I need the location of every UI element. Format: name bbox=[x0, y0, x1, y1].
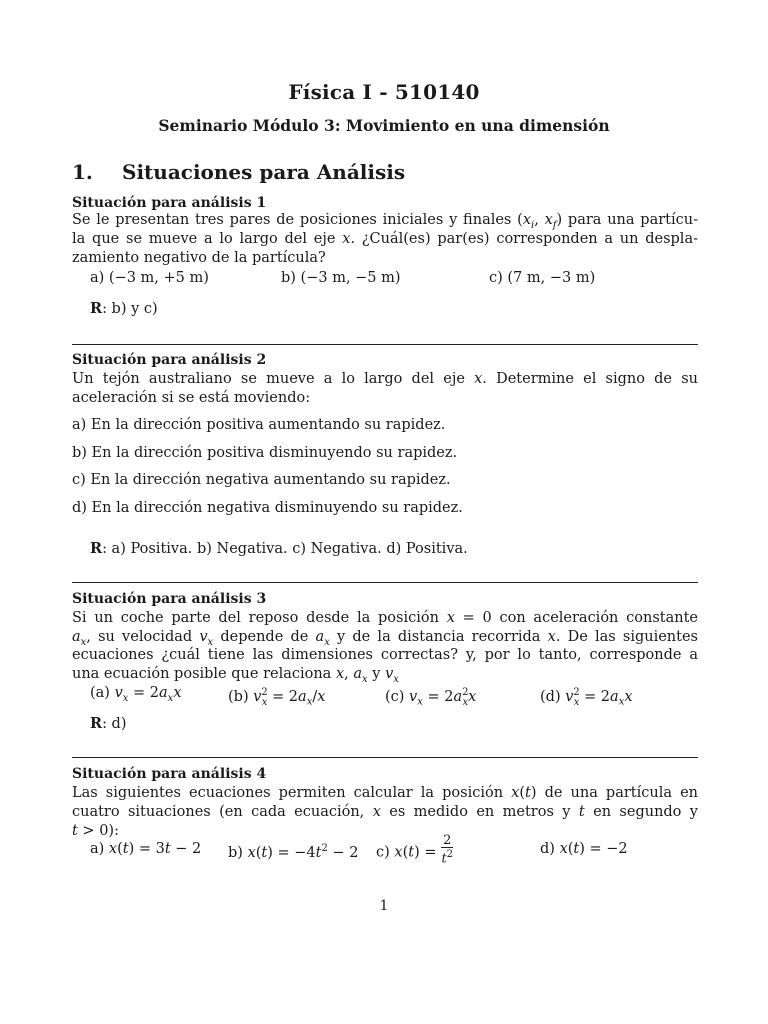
situation-1-option-b: b) (−3 m, −5 m) bbox=[281, 270, 401, 286]
document-subtitle: Seminario Módulo 3: Movimiento en una dimensión bbox=[158, 116, 610, 135]
situation-4-line-1: Las siguientes ecuaciones permiten calcular la posición x(t) de una partícula en bbox=[72, 785, 699, 801]
divider bbox=[72, 582, 698, 583]
page-number: 1 bbox=[379, 898, 389, 914]
situation-2-option-b: b) En la dirección positiva disminuyendo su rapidez. bbox=[72, 445, 458, 461]
section-number: 1. bbox=[72, 160, 93, 184]
situation-2-title: Situación para análisis 2 bbox=[72, 352, 267, 368]
situation-4-option-a: a) x(t) = 3t − 2 bbox=[90, 841, 202, 857]
situation-1-line-2: la que se mueve a lo largo del eje x. ¿Cuál(es) par(es) corresponden a un despla- bbox=[72, 231, 698, 247]
situation-3-option-d: (d) $v^2_x = 2a_xx$ bbox=[540, 687, 633, 708]
situation-3-line-2: $a_x$, su velocidad $v_x$ depende de $a_x$ y de la distancia recorrida x. De las siguientes bbox=[72, 629, 699, 648]
situation-2-line-2: aceleración si se está moviendo: bbox=[72, 390, 311, 406]
situation-4-title: Situación para análisis 4 bbox=[72, 766, 267, 782]
situation-3-option-c: (c) $v_x = 2a^2_xx$ bbox=[385, 687, 477, 708]
situation-4-line-2: cuatro situaciones (en cada ecuación, x es medido en metros y t en segundo y bbox=[72, 804, 698, 820]
situation-4-option-d: d) x(t) = −2 bbox=[540, 841, 628, 857]
situation-1-line-1: Se le presentan tres pares de posiciones iniciales y finales ($x_i$, $x_f$) para una partícu- bbox=[72, 212, 698, 231]
situation-2-option-d: d) En la dirección negativa disminuyendo su rapidez. bbox=[72, 500, 463, 516]
situation-2-option-c: c) En la dirección negativa aumentando su rapidez. bbox=[72, 472, 451, 488]
section-heading bbox=[72, 160, 405, 184]
situation-4-option-b: b) $x(t) = -4t^2 - 2$ bbox=[228, 843, 359, 861]
divider bbox=[72, 757, 698, 758]
situation-3-line-1: Si un coche parte del reposo desde la posición x = 0 con aceleración constante bbox=[72, 610, 698, 626]
situation-3-title: Situación para análisis 3 bbox=[72, 591, 267, 607]
situation-1-option-c: c) (7 m, −3 m) bbox=[489, 270, 596, 286]
situation-1-answer: R: b) y c) bbox=[90, 300, 158, 317]
situation-2-option-a: a) En la dirección positiva aumentando su rapidez. bbox=[72, 417, 446, 433]
situation-3-line-4: una ecuación posible que relaciona x, $a_x$ y $v_x$ bbox=[72, 666, 399, 685]
situation-3-answer: R: d) bbox=[90, 715, 127, 732]
section-title: Situaciones para Análisis bbox=[122, 160, 406, 184]
situation-2-answer: R: a) Positiva. b) Negativa. c) Negativa. d) Positiva. bbox=[90, 540, 468, 557]
situation-1-option-a: a) (−3 m, +5 m) bbox=[90, 270, 209, 286]
situation-3-option-a: (a) $v_x = 2a_xx$ bbox=[90, 685, 182, 704]
situation-1-title: Situación para análisis 1 bbox=[72, 195, 267, 211]
situation-2-line-1: Un tejón australiano se mueve a lo largo del eje x. Determine el signo de su bbox=[72, 371, 698, 387]
situation-1-line-3: zamiento negativo de la partícula? bbox=[72, 250, 326, 266]
document-title: Física I - 510140 bbox=[288, 80, 480, 104]
divider bbox=[72, 344, 698, 345]
situation-3-option-b: (b) $v^2_x = 2a_x/x$ bbox=[228, 687, 326, 708]
situation-4-line-3: t > 0): bbox=[72, 823, 119, 839]
situation-3-line-3: ecuaciones ¿cuál tiene las dimensiones correctas? y, por lo tanto, corresponde a bbox=[72, 647, 698, 663]
situation-4-option-c: c) x(t) = $\frac{2}{t^2}$ bbox=[376, 833, 454, 867]
